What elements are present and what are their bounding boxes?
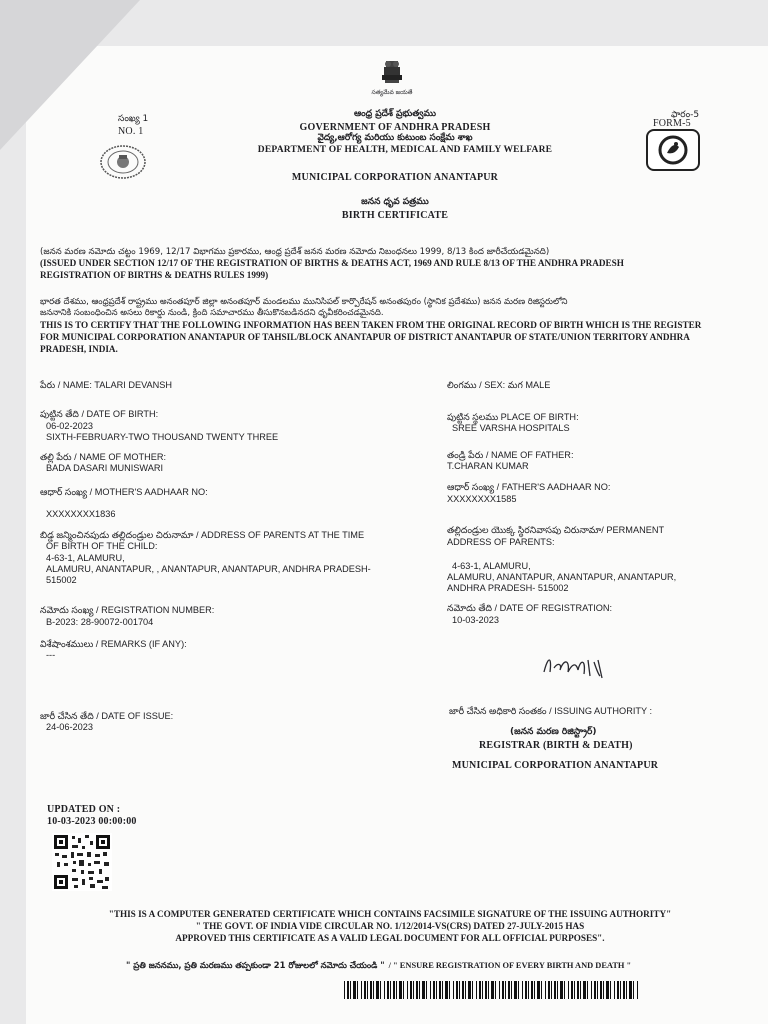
updated-label: UPDATED ON : [47, 804, 121, 815]
addr-birth-line-3: 515002 [46, 575, 77, 585]
cert-title-te: జనన ధృవ పత్రము [361, 197, 429, 207]
authority-corp: MUNICIPAL CORPORATION ANANTAPUR [452, 760, 659, 771]
issue-date-label: జారీ చేసిన తేది / DATE OF ISSUE: [40, 711, 174, 721]
addr-perm-line-3: ANDHRA PRADESH- 515002 [447, 583, 569, 593]
addr-birth-line-2: ALAMURU, ANANTAPUR, , ANANTAPUR, ANANTAPUR, ANDHRA PRADESH- [46, 564, 371, 574]
govt-title-en: GOVERNMENT OF ANDHRA PRADESH [299, 122, 491, 133]
addr-birth-label-1: బిడ్డ జన్మించినపుడు తల్లిదండ్రుల చిరునామా / ADDRESS OF PARENTS AT THE TIME [40, 530, 365, 540]
addr-perm-label-1: తల్లిదండ్రుల యొక్క స్థిరనివాసపు చిరునామా/ PERMANENT [447, 525, 665, 535]
form-en: FORM-5 [653, 118, 691, 129]
footer-line-4 [126, 955, 686, 973]
dob-label: పుట్టిన తేది / DATE OF BIRTH: [40, 409, 159, 419]
reg-no-value: B-2023: 28-90072-001704 [46, 617, 154, 627]
pob-value: SREE VARSHA HOSPITALS [452, 423, 570, 433]
footer-line-4-en: / " ENSURE REGISTRATION OF EVERY BIRTH AND DEATH " [388, 961, 632, 970]
reg-no-label: నమోదు సంఖ్య / REGISTRATION NUMBER: [40, 605, 215, 615]
sex-field: లింగము / SEX: మగ MALE [447, 380, 551, 390]
addr-perm-line-2: ALAMURU, ANANTAPUR, ANANTAPUR, ANANTAPUR, [447, 572, 677, 582]
certify-en-1: THIS IS TO CERTIFY THAT THE FOLLOWING INFORMATION HAS BEEN TAKEN FROM THE ORIGINAL RECORD OF BIRTH WHICH IS THE REGISTER [40, 320, 702, 330]
signature-icon [540, 650, 610, 682]
dob-words: SIXTH-FEBRUARY-TWO THOUSAND TWENTY THREE [46, 432, 279, 442]
father-value: T.CHARAN KUMAR [447, 461, 529, 471]
remarks-label: విశేషాంశములు / REMARKS (IF ANY): [40, 639, 187, 649]
father-label: తండ్రి పేరు / NAME OF FATHER: [447, 450, 574, 460]
dept-title-te: వైద్య,ఆరోగ్య మరియు కుటుంబ సంక్షేమ శాఖ [317, 133, 473, 143]
registrar-en: REGISTRAR (BIRTH & DEATH) [479, 740, 633, 751]
govt-title-te: ఆంధ్ర ప్రదేశ్ ప్రభుత్వము [353, 109, 437, 119]
state-seal-icon [98, 143, 148, 181]
corp-title: MUNICIPAL CORPORATION ANANTAPUR [291, 172, 499, 183]
addr-perm-label-2: ADDRESS OF PARENTS: [447, 537, 555, 547]
certify-te-2: జననానికి సంబంధించిన అసలు రికార్డు నుండి, క్రింది సమాచారము తీసుకొనబడినదని ధృవీకరించడమైనది. [40, 308, 384, 318]
qr-code-icon [52, 833, 112, 891]
remarks-value: --- [46, 650, 56, 660]
name-field: పేరు / NAME: TALARI DEVANSH [40, 380, 173, 390]
barcode-icon [344, 981, 640, 999]
reg-date-label: నమోదు తేది / DATE OF REGISTRATION: [447, 603, 613, 613]
cert-title-en: BIRTH CERTIFICATE [341, 210, 449, 221]
addr-perm-line-1: 4-63-1, ALAMURU, [452, 561, 531, 571]
issued-under-en-2: REGISTRATION OF BIRTHS & DEATHS RULES 1999) [40, 270, 269, 280]
mother-aadhaar-label: ఆధార్ సంఖ్య / MOTHER'S AADHAAR NO: [40, 487, 208, 497]
reg-date-value: 10-03-2023 [452, 615, 499, 625]
issue-date-value: 24-06-2023 [46, 722, 93, 732]
form-te: ఫారం-5 [671, 110, 700, 120]
footer-line-1: "THIS IS A COMPUTER GENERATED CERTIFICATE WHICH CONTAINS FACSIMILE SIGNATURE OF THE ISSUING AUTHORITY" [108, 909, 672, 919]
mother-value: BADA DASARI MUNISWARI [46, 463, 164, 473]
health-logo-icon [646, 129, 700, 171]
mother-aadhaar-value: XXXXXXXX1836 [46, 509, 116, 519]
mother-label: తల్లి పేరు / NAME OF MOTHER: [40, 452, 167, 462]
addr-birth-label-2: OF BIRTH OF THE CHILD: [46, 541, 158, 551]
authority-label: జారీ చేసిన అధికారి సంతకం / ISSUING AUTHORITY : [449, 706, 653, 716]
emblem-caption: సత్యమేవ జయతే [371, 89, 413, 96]
dept-title-en: DEPARTMENT OF HEALTH, MEDICAL AND FAMILY WELFARE [257, 145, 553, 155]
addr-birth-line-1: 4-63-1, ALAMURU, [46, 553, 125, 563]
national-emblem-icon [374, 58, 410, 90]
no-te: సంఖ్య 1 [118, 114, 149, 124]
certify-en-2: FOR MUNICIPAL CORPORATION ANANTAPUR OF TAHSIL/BLOCK ANANTAPUR OF DISTRICT ANANTAPUR OF STATE/UNION TERRITORY ANDHRA [40, 332, 690, 342]
footer-line-2: " THE GOVT. OF INDIA VIDE CIRCULAR NO. 1/12/2014-VS(CRS) DATED 27-JULY-2015 HAS [195, 921, 585, 931]
father-aadhaar-label: ఆధార్ సంఖ్య / FATHER'S AADHAAR NO: [447, 482, 611, 492]
issued-under-te: (జనన మరణ నమోదు చట్టం 1969, 12/17 విభాగము ప్రకారము, ఆంధ్ర ప్రదేశ్ జనన మరణ నమోదు నిబంధనలు 1999, 8/13 కింద జారీచేయడమైనది) [40, 247, 550, 257]
pob-label: పుట్టిన స్థలము PLACE OF BIRTH: [447, 412, 579, 422]
father-aadhaar-value: XXXXXXXX1585 [447, 494, 517, 504]
issued-under-en-1: (ISSUED UNDER SECTION 12/17 OF THE REGISTRATION OF BIRTHS & DEATHS ACT, 1969 AND RULE 8/13 OF THE ANDHRA PRADESH [40, 258, 624, 268]
dob-value: 06-02-2023 [46, 421, 93, 431]
footer-line-4-te: " ప్రతి జననము, ప్రతి మరణము తప్పకుండా 21 రోజులలో నమోదు చేయండి " [126, 960, 385, 970]
updated-value: 10-03-2023 00:00:00 [47, 816, 137, 827]
certify-te-1: భారత దేశము, ఆంధ్రప్రదేశ్ రాష్ట్రము అనంతపూర్ జిల్లా అనంతపూర్ మండలము మునిసిపల్ కార్పొరేషన్ అనంతపురం (స్థానిక ప్రదేశము) జనన మరణ రిజిస్టరులోని [40, 297, 568, 307]
registrar-te: (జనన మరణ రిజిస్ట్రార్) [510, 727, 597, 737]
certify-en-3: PRADESH, INDIA. [40, 344, 118, 354]
no-en: NO. 1 [118, 126, 144, 137]
footer-line-3: APPROVED THIS CERTIFICATE AS A VALID LEGAL DOCUMENT FOR ALL OFFICIAL PURPOSES". [175, 933, 605, 943]
